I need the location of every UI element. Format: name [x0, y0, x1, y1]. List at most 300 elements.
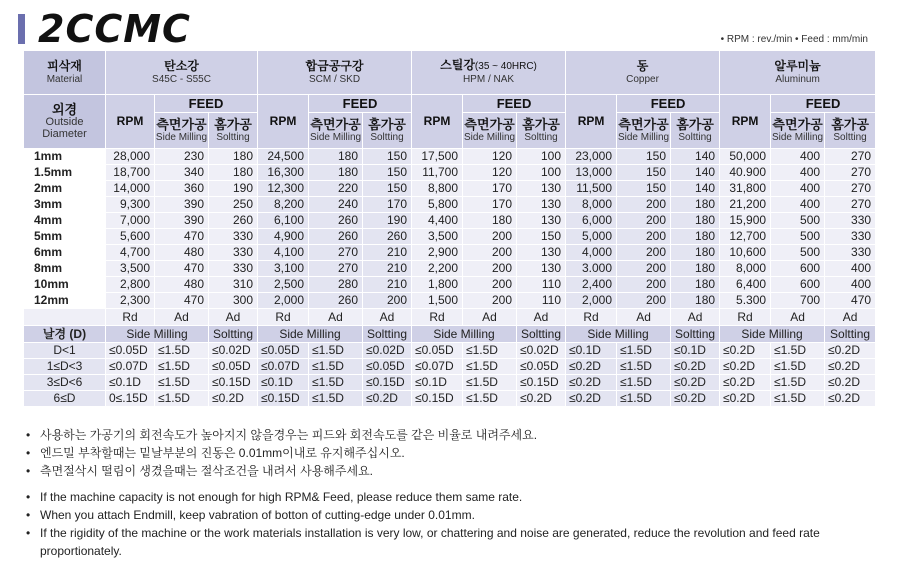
value-cell: 310 [209, 277, 258, 293]
depth-value-cell: ≤1.5D [771, 343, 825, 359]
value-cell: 2,300 [106, 293, 155, 309]
value-cell: 500 [771, 213, 825, 229]
value-cell: 6,100 [258, 213, 309, 229]
side-milling-ko: 측면가공 [310, 116, 361, 132]
depth-symbol: Rd [412, 309, 463, 326]
depth-symbol: Ad [309, 309, 363, 326]
depth-value-cell: ≤0.07D [258, 359, 309, 375]
note-item-ko: • 측면절삭시 떨림이 생겼을때는 절삭조건을 내려서 사용해주세요. [26, 462, 876, 480]
value-cell: 15,900 [720, 213, 771, 229]
material-sub: Copper [626, 73, 659, 85]
value-cell: 2,500 [258, 277, 309, 293]
depth-value-cell: ≤1.5D [309, 391, 363, 407]
value-cell: 250 [209, 197, 258, 213]
value-cell: 1,800 [412, 277, 463, 293]
value-cell: 200 [617, 229, 671, 245]
value-cell: 470 [155, 293, 209, 309]
value-cell: 4,000 [566, 245, 617, 261]
value-cell: 6,400 [720, 277, 771, 293]
depth-symbol: Rd [566, 309, 617, 326]
depth-diameter-range: 3≤D<6 [24, 375, 106, 391]
side-milling-en: Side Milling [309, 131, 362, 143]
table-row [24, 277, 876, 293]
material-label-en: Material [46, 73, 83, 85]
value-cell: 480 [155, 277, 209, 293]
value-cell: 260 [309, 213, 363, 229]
notes-english-list [26, 488, 876, 560]
diameter-label: 6mm [24, 245, 106, 261]
value-cell: 270 [825, 181, 876, 197]
depth-value-cell: ≤0.2D [825, 391, 876, 407]
depth-value-cell: ≤0.2D [825, 359, 876, 375]
material-label-cell [24, 51, 106, 95]
diameter-label: 8mm [24, 261, 106, 277]
value-cell: 180 [209, 149, 258, 165]
depth-value-cell: ≤0.15D [209, 375, 258, 391]
table-row [24, 261, 876, 277]
value-cell: 3.000 [566, 261, 617, 277]
page-title: 2CCMC [38, 7, 191, 51]
value-cell: 1,500 [412, 293, 463, 309]
value-cell: 2,000 [566, 293, 617, 309]
value-cell: 200 [463, 277, 517, 293]
material-name-suffix: (35 ~ 40HRC) [474, 61, 537, 72]
depth-value-cell: ≤0.2D [363, 391, 412, 407]
feed-header: FEED [617, 95, 720, 113]
slotting-ko: 홈가공 [522, 116, 560, 132]
depth-value-cell: ≤0.2D [566, 359, 617, 375]
feed-header: FEED [771, 95, 876, 113]
depth-slotting-header: Soltting [671, 326, 720, 343]
depth-value-cell: ≤1.5D [617, 375, 671, 391]
value-cell: 390 [155, 197, 209, 213]
material-name: 동 [636, 58, 649, 73]
slotting-header [671, 113, 720, 149]
depth-value-cell: ≤1.5D [309, 375, 363, 391]
value-cell: 12,700 [720, 229, 771, 245]
value-cell: 4,900 [258, 229, 309, 245]
rpm-header: RPM [720, 95, 771, 149]
side-milling-ko: 측면가공 [156, 116, 207, 132]
depth-value-cell: ≤0.05D [258, 343, 309, 359]
value-cell: 110 [517, 277, 566, 293]
value-cell: 360 [155, 181, 209, 197]
value-cell: 110 [517, 293, 566, 309]
depth-value-cell: ≤0.1D [258, 375, 309, 391]
value-cell: 14,000 [106, 181, 155, 197]
depth-symbol: Ad [825, 309, 876, 326]
value-cell: 150 [617, 165, 671, 181]
value-cell: 210 [363, 261, 412, 277]
value-cell: 280 [309, 277, 363, 293]
units-note: • RPM : rev./min • Feed : mm/min [720, 34, 868, 45]
cutting-conditions-table [23, 50, 876, 407]
depth-symbol: Ad [771, 309, 825, 326]
depth-symbol: Ad [617, 309, 671, 326]
value-cell: 130 [517, 261, 566, 277]
depth-value-cell: ≤0.2D [517, 391, 566, 407]
depth-slotting-header: Soltting [363, 326, 412, 343]
depth-value-cell: ≤1.5D [309, 343, 363, 359]
side-milling-ko: 측면가공 [464, 116, 515, 132]
depth-value-cell: ≤0.2D [671, 391, 720, 407]
depth-side-milling-header: Side Milling [412, 326, 517, 343]
value-cell: 2,900 [412, 245, 463, 261]
depth-value-cell: ≤0.2D [825, 343, 876, 359]
depth-row [24, 359, 876, 375]
depth-header-row [24, 326, 876, 343]
value-cell: 270 [309, 245, 363, 261]
value-cell: 200 [463, 261, 517, 277]
value-cell: 180 [209, 165, 258, 181]
depth-value-cell: ≤0.02D [517, 343, 566, 359]
value-cell: 150 [363, 149, 412, 165]
value-cell: 200 [363, 293, 412, 309]
depth-symbol: Rd [720, 309, 771, 326]
depth-value-cell: ≤0.05D [363, 359, 412, 375]
value-cell: 5,800 [412, 197, 463, 213]
feed-header: FEED [155, 95, 258, 113]
value-cell: 400 [771, 181, 825, 197]
value-cell: 190 [363, 213, 412, 229]
value-cell: 3,500 [412, 229, 463, 245]
value-cell: 130 [517, 197, 566, 213]
value-cell: 500 [771, 245, 825, 261]
value-cell: 600 [771, 261, 825, 277]
page-header [18, 7, 882, 51]
depth-value-cell: ≤1.5D [155, 343, 209, 359]
slotting-ko: 홈가공 [368, 116, 406, 132]
depth-value-cell: ≤0.2D [720, 375, 771, 391]
value-cell: 40.900 [720, 165, 771, 181]
value-cell: 50,000 [720, 149, 771, 165]
table-row [24, 165, 876, 181]
value-cell: 330 [825, 229, 876, 245]
side-milling-ko: 측면가공 [772, 116, 823, 132]
slotting-en: Soltting [216, 131, 250, 143]
slotting-header [209, 113, 258, 149]
value-cell: 100 [517, 165, 566, 181]
value-cell: 120 [463, 165, 517, 181]
depth-value-cell: ≤1.5D [463, 375, 517, 391]
value-cell: 13,000 [566, 165, 617, 181]
depth-value-cell: ≤1.5D [155, 359, 209, 375]
value-cell: 470 [825, 293, 876, 309]
value-cell: 2,200 [412, 261, 463, 277]
table-row [24, 149, 876, 165]
note-item-ko: • 엔드밀 부착할때는 밑날부분의 진동은 0.01mm이내로 유지해주십시오. [26, 444, 876, 462]
notes-section [26, 426, 876, 560]
value-cell: 200 [463, 245, 517, 261]
depth-row [24, 375, 876, 391]
value-cell: 600 [771, 277, 825, 293]
side-milling-header [309, 113, 363, 149]
side-milling-en: Side Milling [155, 131, 208, 143]
value-cell: 7,000 [106, 213, 155, 229]
value-cell: 180 [309, 149, 363, 165]
depth-symbol: Rd [106, 309, 155, 326]
depth-value-cell: ≤0.15D [412, 391, 463, 407]
side-milling-header [771, 113, 825, 149]
slotting-en: Soltting [678, 131, 712, 143]
value-cell: 180 [671, 245, 720, 261]
side-milling-ko: 측면가공 [618, 116, 669, 132]
value-cell: 150 [617, 181, 671, 197]
value-cell: 130 [517, 245, 566, 261]
symbol-label-empty [24, 309, 106, 326]
value-cell: 170 [463, 197, 517, 213]
depth-value-cell: ≤0.1D [671, 343, 720, 359]
value-cell: 150 [363, 165, 412, 181]
side-milling-en: Side Milling [463, 131, 516, 143]
value-cell: 330 [825, 213, 876, 229]
depth-side-milling-header: Side Milling [106, 326, 209, 343]
rpm-header: RPM [412, 95, 463, 149]
value-cell: 130 [517, 181, 566, 197]
depth-symbol: Ad [463, 309, 517, 326]
depth-value-cell: ≤0.02D [209, 343, 258, 359]
value-cell: 4,400 [412, 213, 463, 229]
value-cell: 2,800 [106, 277, 155, 293]
depth-value-cell: ≤1.5D [617, 343, 671, 359]
depth-value-cell: ≤0.05D [209, 359, 258, 375]
depth-value-cell: ≤0.1D [106, 375, 155, 391]
value-cell: 23,000 [566, 149, 617, 165]
value-cell: 330 [209, 261, 258, 277]
value-cell: 3,100 [258, 261, 309, 277]
value-cell: 400 [771, 197, 825, 213]
material-sub: HPM / NAK [462, 74, 515, 85]
material-sub: S45C - S55C [152, 73, 211, 85]
material-name [412, 59, 565, 73]
depth-slotting-header: Soltting [209, 326, 258, 343]
value-cell: 180 [671, 213, 720, 229]
table-row [24, 213, 876, 229]
outside-diameter-label-cell [24, 95, 106, 149]
feed-header-row [24, 95, 876, 113]
material-name: 알루미늄 [774, 58, 821, 73]
value-cell: 400 [825, 261, 876, 277]
slotting-ko: 홈가공 [676, 116, 714, 132]
value-cell: 17,500 [412, 149, 463, 165]
value-cell: 180 [671, 277, 720, 293]
table-row [24, 181, 876, 197]
value-cell: 200 [617, 293, 671, 309]
depth-value-cell: ≤1.5D [771, 391, 825, 407]
slotting-header [517, 113, 566, 149]
depth-value-cell: ≤0.2D [720, 343, 771, 359]
value-cell: 340 [155, 165, 209, 181]
note-item-en: • If the rigidity of the machine or the work materials installation is very low, or chattering and noise are generated, reduce the revolution and feed rate proportionately. [26, 524, 876, 560]
value-cell: 140 [671, 149, 720, 165]
slotting-ko: 홈가공 [214, 116, 252, 132]
value-cell: 6,000 [566, 213, 617, 229]
slotting-en: Soltting [524, 131, 558, 143]
value-cell: 400 [771, 165, 825, 181]
slotting-ko: 홈가공 [831, 116, 869, 132]
depth-value-cell: ≤1.5D [771, 359, 825, 375]
feed-header: FEED [309, 95, 412, 113]
value-cell: 330 [825, 245, 876, 261]
od-label-ko: 외경 [51, 102, 78, 117]
material-aluminum [720, 51, 876, 95]
depth-symbol: Rd [258, 309, 309, 326]
od-label-en: Outside Diameter [42, 116, 87, 140]
note-item-ko: • 사용하는 가공기의 회전속도가 높아지지 않을경우는 피드와 회전속도를 같은 비율로 내려주세요. [26, 426, 876, 444]
symbol-row [24, 309, 876, 326]
side-milling-header [463, 113, 517, 149]
value-cell: 200 [617, 261, 671, 277]
depth-side-milling-header: Side Milling [566, 326, 671, 343]
table-body [24, 51, 876, 407]
depth-value-cell: ≤0.15D [258, 391, 309, 407]
side-milling-en: Side Milling [771, 131, 824, 143]
value-cell: 470 [155, 261, 209, 277]
value-cell: 5,600 [106, 229, 155, 245]
rpm-header: RPM [258, 95, 309, 149]
slotting-en: Soltting [833, 131, 867, 143]
blade-diameter-label: 날경 (D) [24, 326, 106, 343]
value-cell: 24,500 [258, 149, 309, 165]
depth-value-cell: ≤1.5D [155, 391, 209, 407]
feed-header: FEED [463, 95, 566, 113]
value-cell: 400 [825, 277, 876, 293]
value-cell: 5,000 [566, 229, 617, 245]
value-cell: 200 [617, 277, 671, 293]
value-cell: 18,700 [106, 165, 155, 181]
depth-value-cell: ≤1.5D [463, 391, 517, 407]
title-accent-bar [18, 14, 25, 44]
value-cell: 200 [463, 293, 517, 309]
value-cell: 180 [309, 165, 363, 181]
depth-side-milling-header: Side Milling [720, 326, 825, 343]
material-copper [566, 51, 720, 95]
value-cell: 270 [825, 149, 876, 165]
value-cell: 150 [363, 181, 412, 197]
value-cell: 260 [309, 229, 363, 245]
value-cell: 330 [209, 245, 258, 261]
value-cell: 270 [309, 261, 363, 277]
rpm-header: RPM [566, 95, 617, 149]
depth-value-cell: ≤0.2D [720, 391, 771, 407]
depth-value-cell: ≤0.2D [720, 359, 771, 375]
slotting-en: Soltting [370, 131, 404, 143]
depth-value-cell: ≤0.2D [566, 391, 617, 407]
depth-value-cell: ≤0.05D [517, 359, 566, 375]
depth-value-cell: ≤0.07D [412, 359, 463, 375]
depth-value-cell: ≤0.1D [412, 375, 463, 391]
value-cell: 170 [463, 181, 517, 197]
depth-value-cell: ≤0.15D [517, 375, 566, 391]
value-cell: 140 [671, 181, 720, 197]
value-cell: 240 [309, 197, 363, 213]
value-cell: 170 [363, 197, 412, 213]
depth-symbol: Ad [671, 309, 720, 326]
diameter-label: 10mm [24, 277, 106, 293]
depth-value-cell: ≤1.5D [771, 375, 825, 391]
material-carbon-steel [106, 51, 258, 95]
slotting-header [825, 113, 876, 149]
value-cell: 28,000 [106, 149, 155, 165]
depth-value-cell: ≤1.5D [617, 359, 671, 375]
value-cell: 100 [517, 149, 566, 165]
value-cell: 260 [309, 293, 363, 309]
depth-value-cell: ≤0.1D [566, 343, 617, 359]
table-row [24, 229, 876, 245]
value-cell: 230 [155, 149, 209, 165]
side-milling-header [155, 113, 209, 149]
diameter-label: 4mm [24, 213, 106, 229]
note-item-en: • When you attach Endmill, keep vabration of botton of cutting-edge under 0.01mm. [26, 506, 876, 524]
table-row [24, 245, 876, 261]
diameter-label: 1.5mm [24, 165, 106, 181]
value-cell: 8,000 [720, 261, 771, 277]
value-cell: 21,200 [720, 197, 771, 213]
value-cell: 16,300 [258, 165, 309, 181]
value-cell: 3,500 [106, 261, 155, 277]
depth-diameter-range: 6≤D [24, 391, 106, 407]
depth-value-cell: ≤0.2D [566, 375, 617, 391]
value-cell: 260 [209, 213, 258, 229]
slotting-header [363, 113, 412, 149]
depth-row [24, 343, 876, 359]
value-cell: 190 [209, 181, 258, 197]
value-cell: 130 [517, 213, 566, 229]
value-cell: 470 [155, 229, 209, 245]
table-row [24, 197, 876, 213]
depth-value-cell: ≤0.15D [363, 375, 412, 391]
depth-side-milling-header: Side Milling [258, 326, 363, 343]
value-cell: 8,200 [258, 197, 309, 213]
value-cell: 390 [155, 213, 209, 229]
value-cell: 2,400 [566, 277, 617, 293]
value-cell: 200 [617, 197, 671, 213]
depth-value-cell: ≤0.2D [671, 375, 720, 391]
value-cell: 120 [463, 149, 517, 165]
depth-value-cell: ≤0.05D [106, 343, 155, 359]
value-cell: 12,300 [258, 181, 309, 197]
value-cell: 9,300 [106, 197, 155, 213]
notes-korean-list [26, 426, 876, 480]
table-row [24, 293, 876, 309]
depth-value-cell: ≤0.05D [412, 343, 463, 359]
value-cell: 8,000 [566, 197, 617, 213]
depth-diameter-range: 1≤D<3 [24, 359, 106, 375]
value-cell: 180 [463, 213, 517, 229]
depth-value-cell: ≤1.5D [309, 359, 363, 375]
material-name: 합금공구강 [305, 58, 364, 73]
material-alloy-tool-steel [258, 51, 412, 95]
value-cell: 31,800 [720, 181, 771, 197]
value-cell: 180 [671, 229, 720, 245]
value-cell: 500 [771, 229, 825, 245]
value-cell: 270 [825, 197, 876, 213]
value-cell: 5.300 [720, 293, 771, 309]
depth-value-cell: ≤0.2D [209, 391, 258, 407]
value-cell: 400 [771, 149, 825, 165]
side-milling-header [617, 113, 671, 149]
depth-value-cell: ≤1.5D [463, 359, 517, 375]
depth-value-cell: ≤0.2D [671, 359, 720, 375]
depth-diameter-range: D<1 [24, 343, 106, 359]
diameter-label: 2mm [24, 181, 106, 197]
value-cell: 140 [671, 165, 720, 181]
depth-symbol: Ad [517, 309, 566, 326]
depth-slotting-header: Soltting [517, 326, 566, 343]
value-cell: 260 [363, 229, 412, 245]
value-cell: 200 [617, 213, 671, 229]
depth-value-cell: ≤1.5D [155, 375, 209, 391]
